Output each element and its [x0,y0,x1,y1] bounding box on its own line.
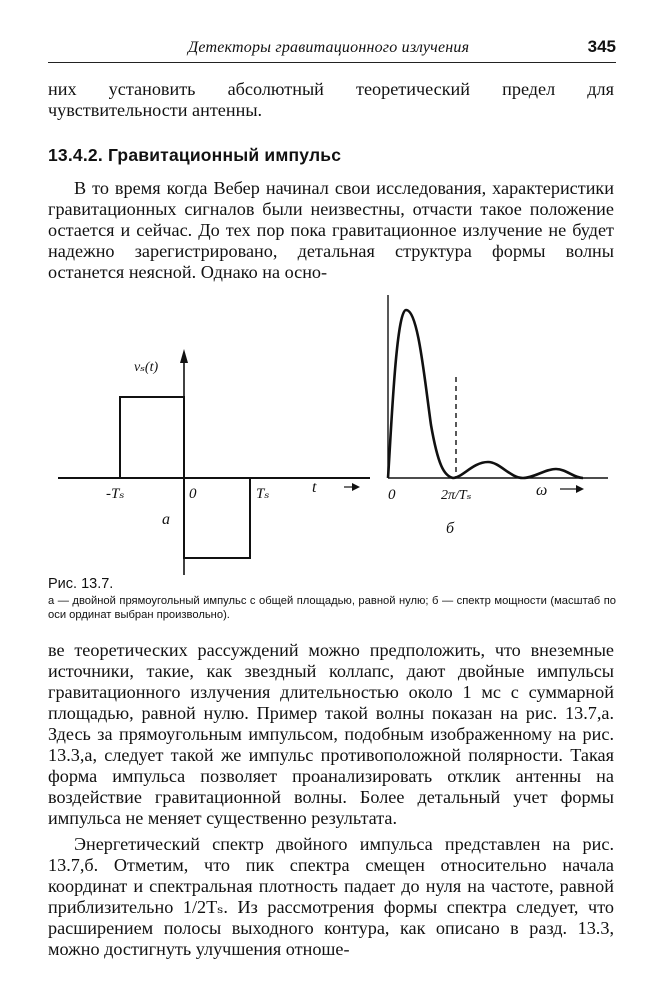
tick-label-zero-b: 0 [388,487,396,503]
paragraph-continuation: них установить абсолютный теоретический предел для чувствительности антенны. [48,79,614,120]
paragraph-intro: В то время когда Вебер начинал свои исследования, характеристики гравитационных сигналов были неизвестны, отчасти такое положение остается и сейчас. До тех пор пока гравитационное излучение не будет надежно зарегистрировано, детальная структура формы волны останется неясной. Однако на осно- [48,178,614,282]
tick-label-neg-ts: -Tₛ [106,486,125,502]
figure-caption-label: Рис. 13.7. [48,576,114,592]
panel-label-a: а [162,511,170,528]
section-heading: 13.4.2. Гравитационный импульс [48,145,342,165]
panel-a [58,349,370,575]
power-spectrum-curve [388,310,583,478]
panel-label-b: б [446,520,455,537]
t-arrow-icon [352,483,360,491]
paragraph-pulse-description: ве теоретических рассуждений можно предположить, что внеземные источники, такие, как звездный коллапс, дают двойные импульсы гравитационного излучения длительностью около 1 мс с суммарной площадью, равной нулю. Пример такой волны показан на рис. 13.7,а. Здесь за прямоугольным импульсом, подобным изображенному на рис. 13.3,а, следует такой же импульс противоположной полярности. Такая форма импульса позволяет проанализировать отклик антенны на воздействие гравитационной волны. Более детальный учет формы импульса не меняет существенно результата. [48,640,614,828]
paragraph-spectrum: Энергетический спектр двойного импульса представлен на рис. 13.7,б. Отметим, что пик спектра смещен относительно начала координат и спектральная плотность падает до нуля на частоте, равной приблизительно 1/2Tₛ. Из рассмотрения формы спектра следует, что расширением полосы выходного контура, как описано в разд. 13.3, можно достигнуть улучшения отноше- [48,834,614,959]
y-axis-label: vₛ(t) [134,360,159,375]
tick-label-2pi-ts: 2π/Tₛ [441,488,472,503]
page-number: 345 [587,37,616,56]
omega-arrow-icon [576,485,584,493]
running-header [48,36,616,63]
running-title: Детекторы гравитационного излучения [188,39,470,56]
panel-b [388,295,608,537]
figure-caption-text: а — двойной прямоугольный импульс с общей площадью, равной нулю; б — спектр мощности (масштаб по оси ординат выбран произвольно). [48,595,616,621]
figure-svg [48,285,618,575]
figure-13-7 [48,285,618,575]
x-axis-label-t: t [312,479,317,496]
x-axis-label-omega: ω [536,482,548,499]
panel-a-y-arrow-icon [180,349,188,363]
tick-label-zero-a: 0 [189,486,197,502]
tick-label-pos-ts: Tₛ [256,486,270,502]
